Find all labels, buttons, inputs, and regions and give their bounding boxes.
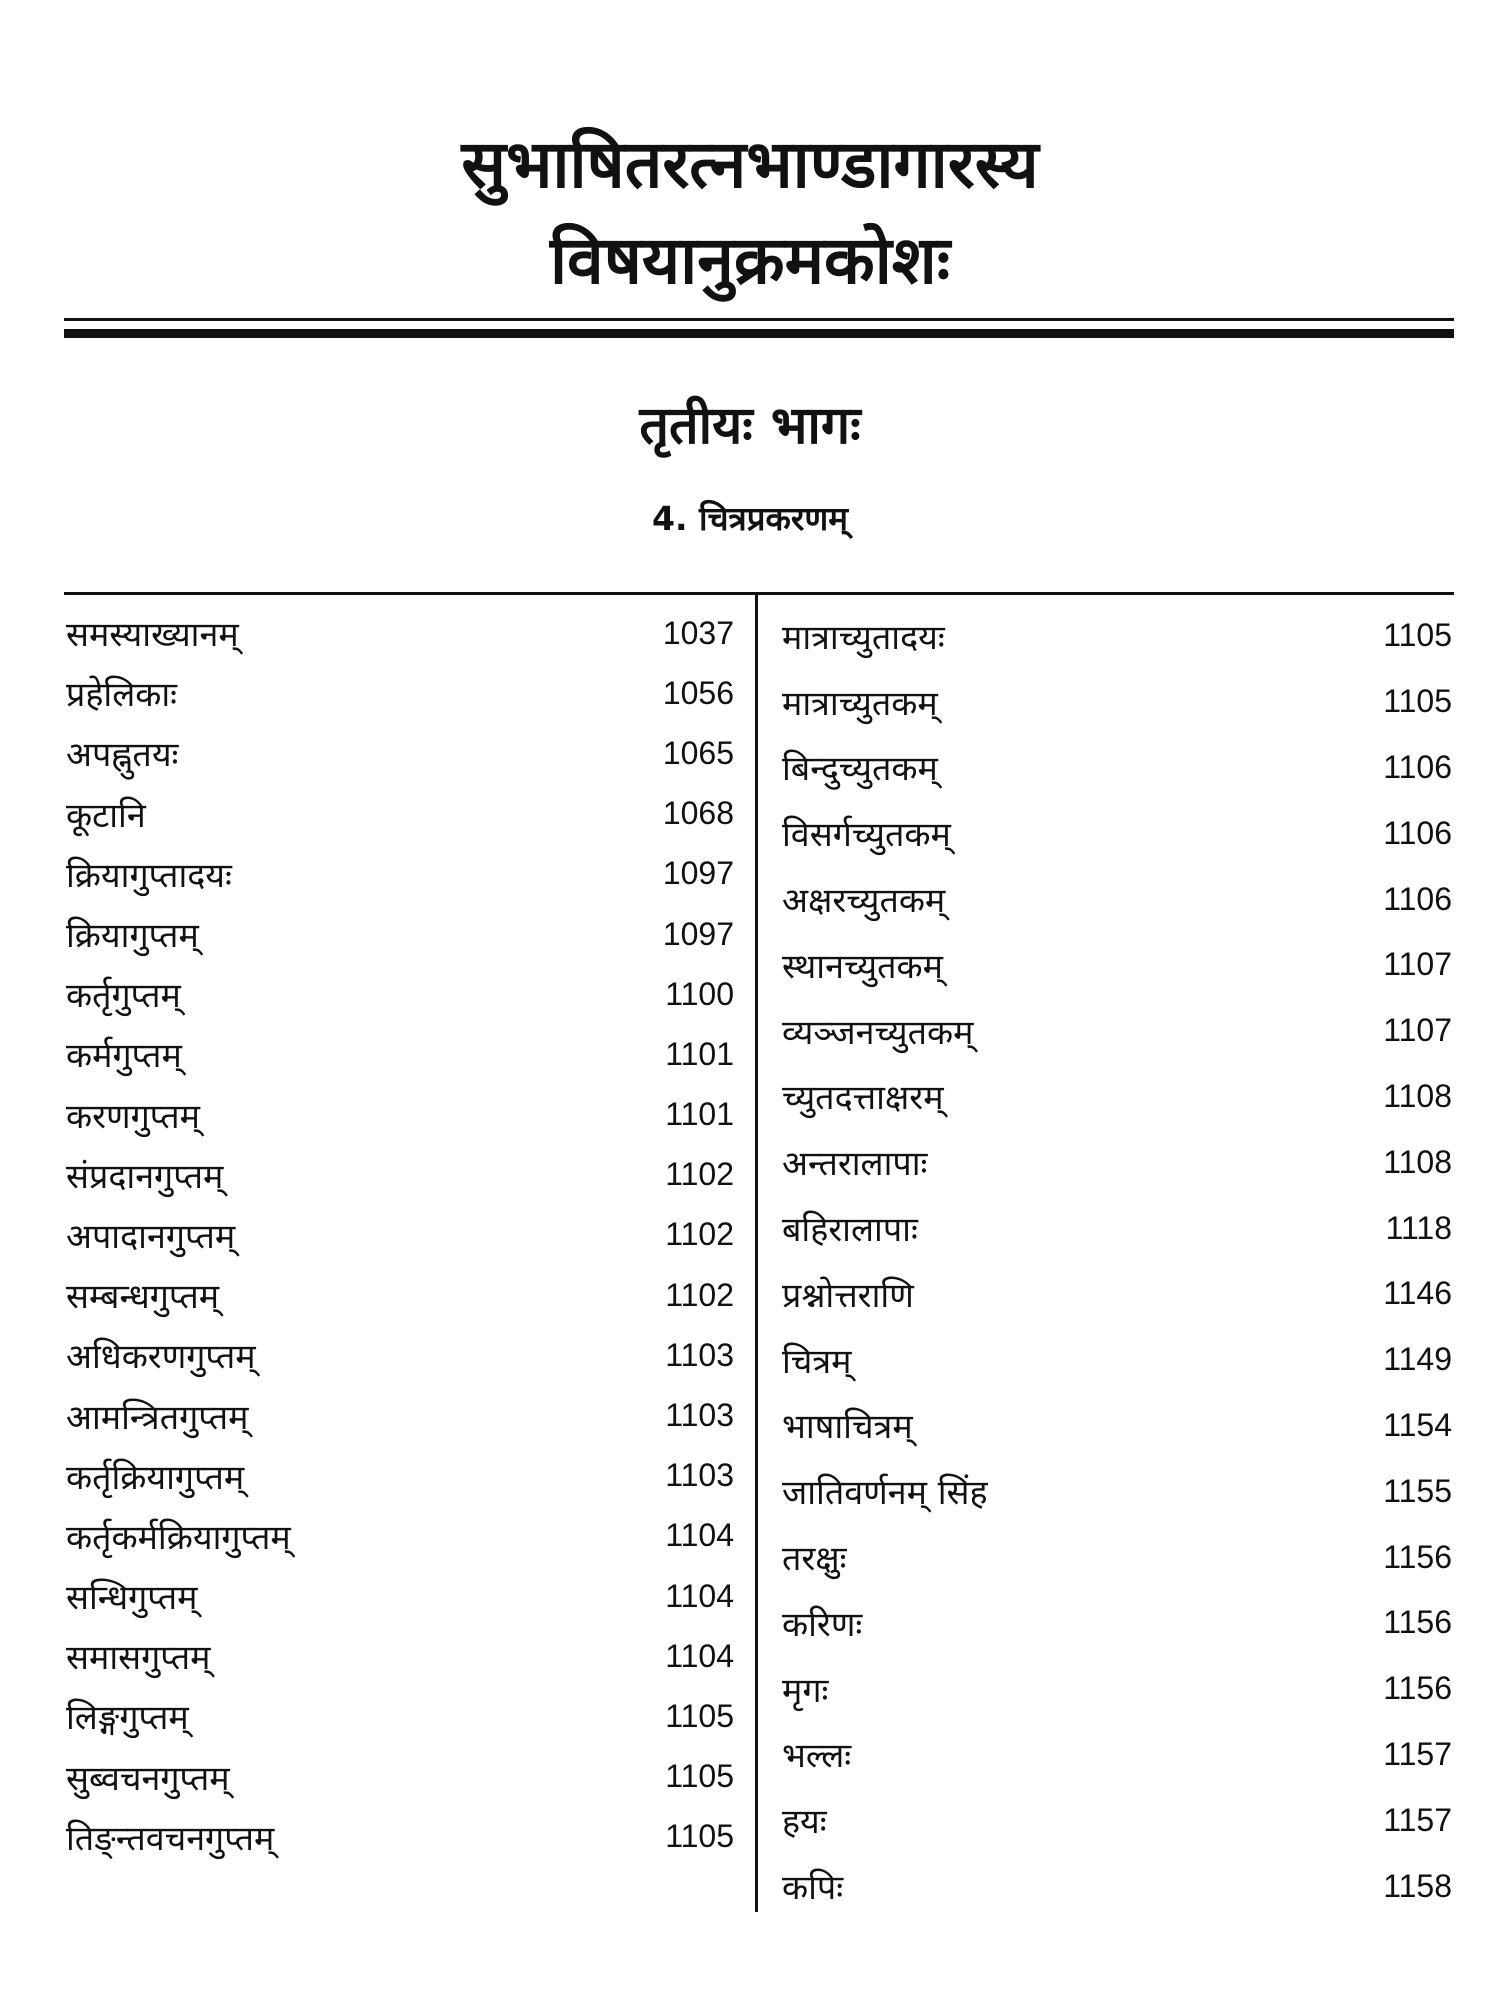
entry-page-number: 1056 [662,674,734,711]
entry-label: कपिः [782,1868,844,1909]
entry-label: तरक्षुः [782,1539,847,1580]
entry-label: मात्राच्युतादयः [782,617,945,658]
index-entry [782,1853,1452,1919]
entry-page-number: 1107 [1383,946,1452,983]
entry-label: क्रियागुप्तादयः [66,855,232,896]
entry-page-number: 1065 [662,734,734,771]
entry-page-number: 1106 [1383,880,1452,917]
entry-page-number: 1105 [665,1697,734,1734]
index-entry [66,1085,734,1145]
entry-page-number: 1107 [1383,1012,1452,1049]
entry-label: जातिवर्णनम् सिंह [782,1473,988,1514]
entry-label: करणगुप्तम् [66,1096,200,1137]
entry-label: मृगः [782,1670,829,1711]
entry-label: क्रियागुप्तम् [66,916,199,957]
index-entry [66,1686,734,1746]
index-entry [66,1265,734,1325]
index-entry [66,603,734,663]
title-line-2: विषयानुक्रमकोशः [549,222,951,299]
entry-page-number: 1106 [1383,814,1452,851]
index-entry [66,904,734,964]
index-entry [782,1327,1452,1393]
index-entry [782,1393,1452,1459]
header-rule-thin [64,318,1454,321]
index-entry [782,1064,1452,1130]
entry-label: स्थानच्युतकम् [782,946,943,987]
part-heading: तृतीयः भागः [639,396,861,456]
index-entry [782,1590,1452,1656]
index-entry [66,1807,734,1867]
entry-label: अपह्नुतयः [66,735,179,776]
index-entry [66,1024,734,1084]
header-rule-thick [64,329,1454,338]
index-entry [66,663,734,723]
index-entry [66,1566,734,1626]
entry-label: च्युतदत्ताक्षरम् [782,1078,944,1119]
entry-label: कर्तृगुप्तम् [66,976,181,1017]
entry-page-number: 1118 [1385,1209,1452,1246]
entry-label: सुब्वचनगुप्तम् [66,1758,230,1799]
index-entry [66,1506,734,1566]
entry-label: समस्याख्यानम् [66,615,239,656]
index-entry [782,1458,1452,1524]
entry-page-number: 1101 [665,1096,734,1133]
index-entry [782,735,1452,801]
index-entry [66,784,734,844]
entry-page-number: 1108 [1383,1143,1452,1180]
index-entry [66,1145,734,1205]
entry-label: अपादानगुप्तम् [66,1216,236,1257]
index-entry [66,1747,734,1807]
index-entry [66,1205,734,1265]
index-entry [66,1626,734,1686]
entry-page-number: 1155 [1383,1472,1452,1509]
entry-page-number: 1105 [1383,683,1452,720]
entry-label: कर्तृकर्मक्रियागुप्तम् [66,1517,291,1558]
index-entry [782,1787,1452,1853]
entry-page-number: 1106 [1383,748,1452,785]
entry-page-number: 1103 [665,1457,734,1494]
index-entry [66,1325,734,1385]
index-entry [782,1195,1452,1261]
entry-page-number: 1156 [1383,1538,1452,1575]
entry-label: व्यञ्जनच्युतकम् [782,1012,974,1053]
entry-label: कूटानि [66,795,146,836]
index-entry [782,603,1452,669]
index-entry [782,669,1452,735]
entry-label: प्रहेलिकाः [66,675,178,716]
entry-label: अन्तरालापाः [782,1144,928,1185]
entry-page-number: 1105 [665,1758,734,1795]
index-entry [782,1261,1452,1327]
entry-page-number: 1097 [662,915,734,952]
entry-label: करिणः [782,1604,863,1645]
entry-page-number: 1097 [662,855,734,892]
entry-label: भल्लः [782,1736,852,1777]
entry-page-number: 1157 [1383,1735,1452,1772]
entry-label: संप्रदानगुप्तम् [66,1156,224,1197]
table-top-rule [64,592,1454,595]
entry-label: चित्रम् [782,1341,852,1382]
index-column-left [66,603,734,1867]
entry-label: अक्षरच्युतकम् [782,881,946,922]
entry-label: लिङ्गगुप्तम् [66,1698,189,1739]
entry-label: विसर्गच्युतकम् [782,815,951,856]
entry-page-number: 1108 [1383,1077,1452,1114]
entry-page-number: 1103 [665,1397,734,1434]
entry-page-number: 1157 [1383,1801,1452,1838]
entry-page-number: 1104 [665,1637,734,1674]
entry-page-number: 1104 [665,1577,734,1614]
index-entry [66,964,734,1024]
entry-label: आमन्त्रितगुप्तम् [66,1397,249,1438]
entry-page-number: 1105 [1383,617,1452,654]
index-entry [782,800,1452,866]
entry-page-number: 1158 [1383,1867,1452,1904]
entry-page-number: 1068 [662,795,734,832]
entry-page-number: 1101 [665,1035,734,1072]
entry-label: बहिरालापाः [782,1210,918,1251]
index-entry [782,866,1452,932]
column-divider [755,595,758,1912]
entry-page-number: 1102 [665,1156,734,1193]
index-entry [66,844,734,904]
entry-label: हयः [782,1802,827,1843]
entry-page-number: 1100 [665,975,734,1012]
entry-label: सम्बन्धगुप्तम् [66,1277,220,1318]
index-entry [782,1524,1452,1590]
entry-label: भाषाचित्रम् [782,1407,913,1448]
entry-label: समासगुप्तम् [66,1638,211,1679]
entry-page-number: 1156 [1383,1670,1452,1707]
entry-page-number: 1105 [665,1818,734,1855]
entry-page-number: 1146 [1383,1275,1452,1312]
entry-label: अधिकरणगुप्तम् [66,1337,256,1378]
entry-page-number: 1102 [665,1276,734,1313]
entry-page-number: 1103 [665,1336,734,1373]
index-entry [66,1446,734,1506]
entry-label: कर्तृक्रियागुप्तम् [66,1457,245,1498]
entry-page-number: 1154 [1383,1406,1452,1443]
index-entry [66,723,734,783]
entry-page-number: 1037 [662,614,734,651]
index-entry [782,1722,1452,1788]
entry-page-number: 1156 [1383,1604,1452,1641]
title-line-1: सुभाषितरत्नभाण्डागारस्य [461,126,1039,203]
index-entry [782,1129,1452,1195]
entry-label: कर्मगुप्तम् [66,1036,182,1077]
entry-page-number: 1149 [1383,1341,1452,1378]
entry-label: सन्धिगुप्तम् [66,1578,198,1619]
index-entry [782,932,1452,998]
entry-label: प्रश्नोत्तराणि [782,1275,914,1316]
entry-label: तिङ्न्तवचनगुप्तम् [66,1818,275,1859]
entry-page-number: 1104 [665,1517,734,1554]
section-heading: 4. चित्रप्रकरणम् [652,499,848,538]
entry-label: बिन्दुच्युतकम् [782,749,938,790]
index-entry [782,1656,1452,1722]
entry-label: मात्राच्युतकम् [782,683,938,724]
index-entry [66,1385,734,1445]
index-entry [782,998,1452,1064]
index-column-right [782,603,1452,1919]
entry-page-number: 1102 [665,1216,734,1253]
